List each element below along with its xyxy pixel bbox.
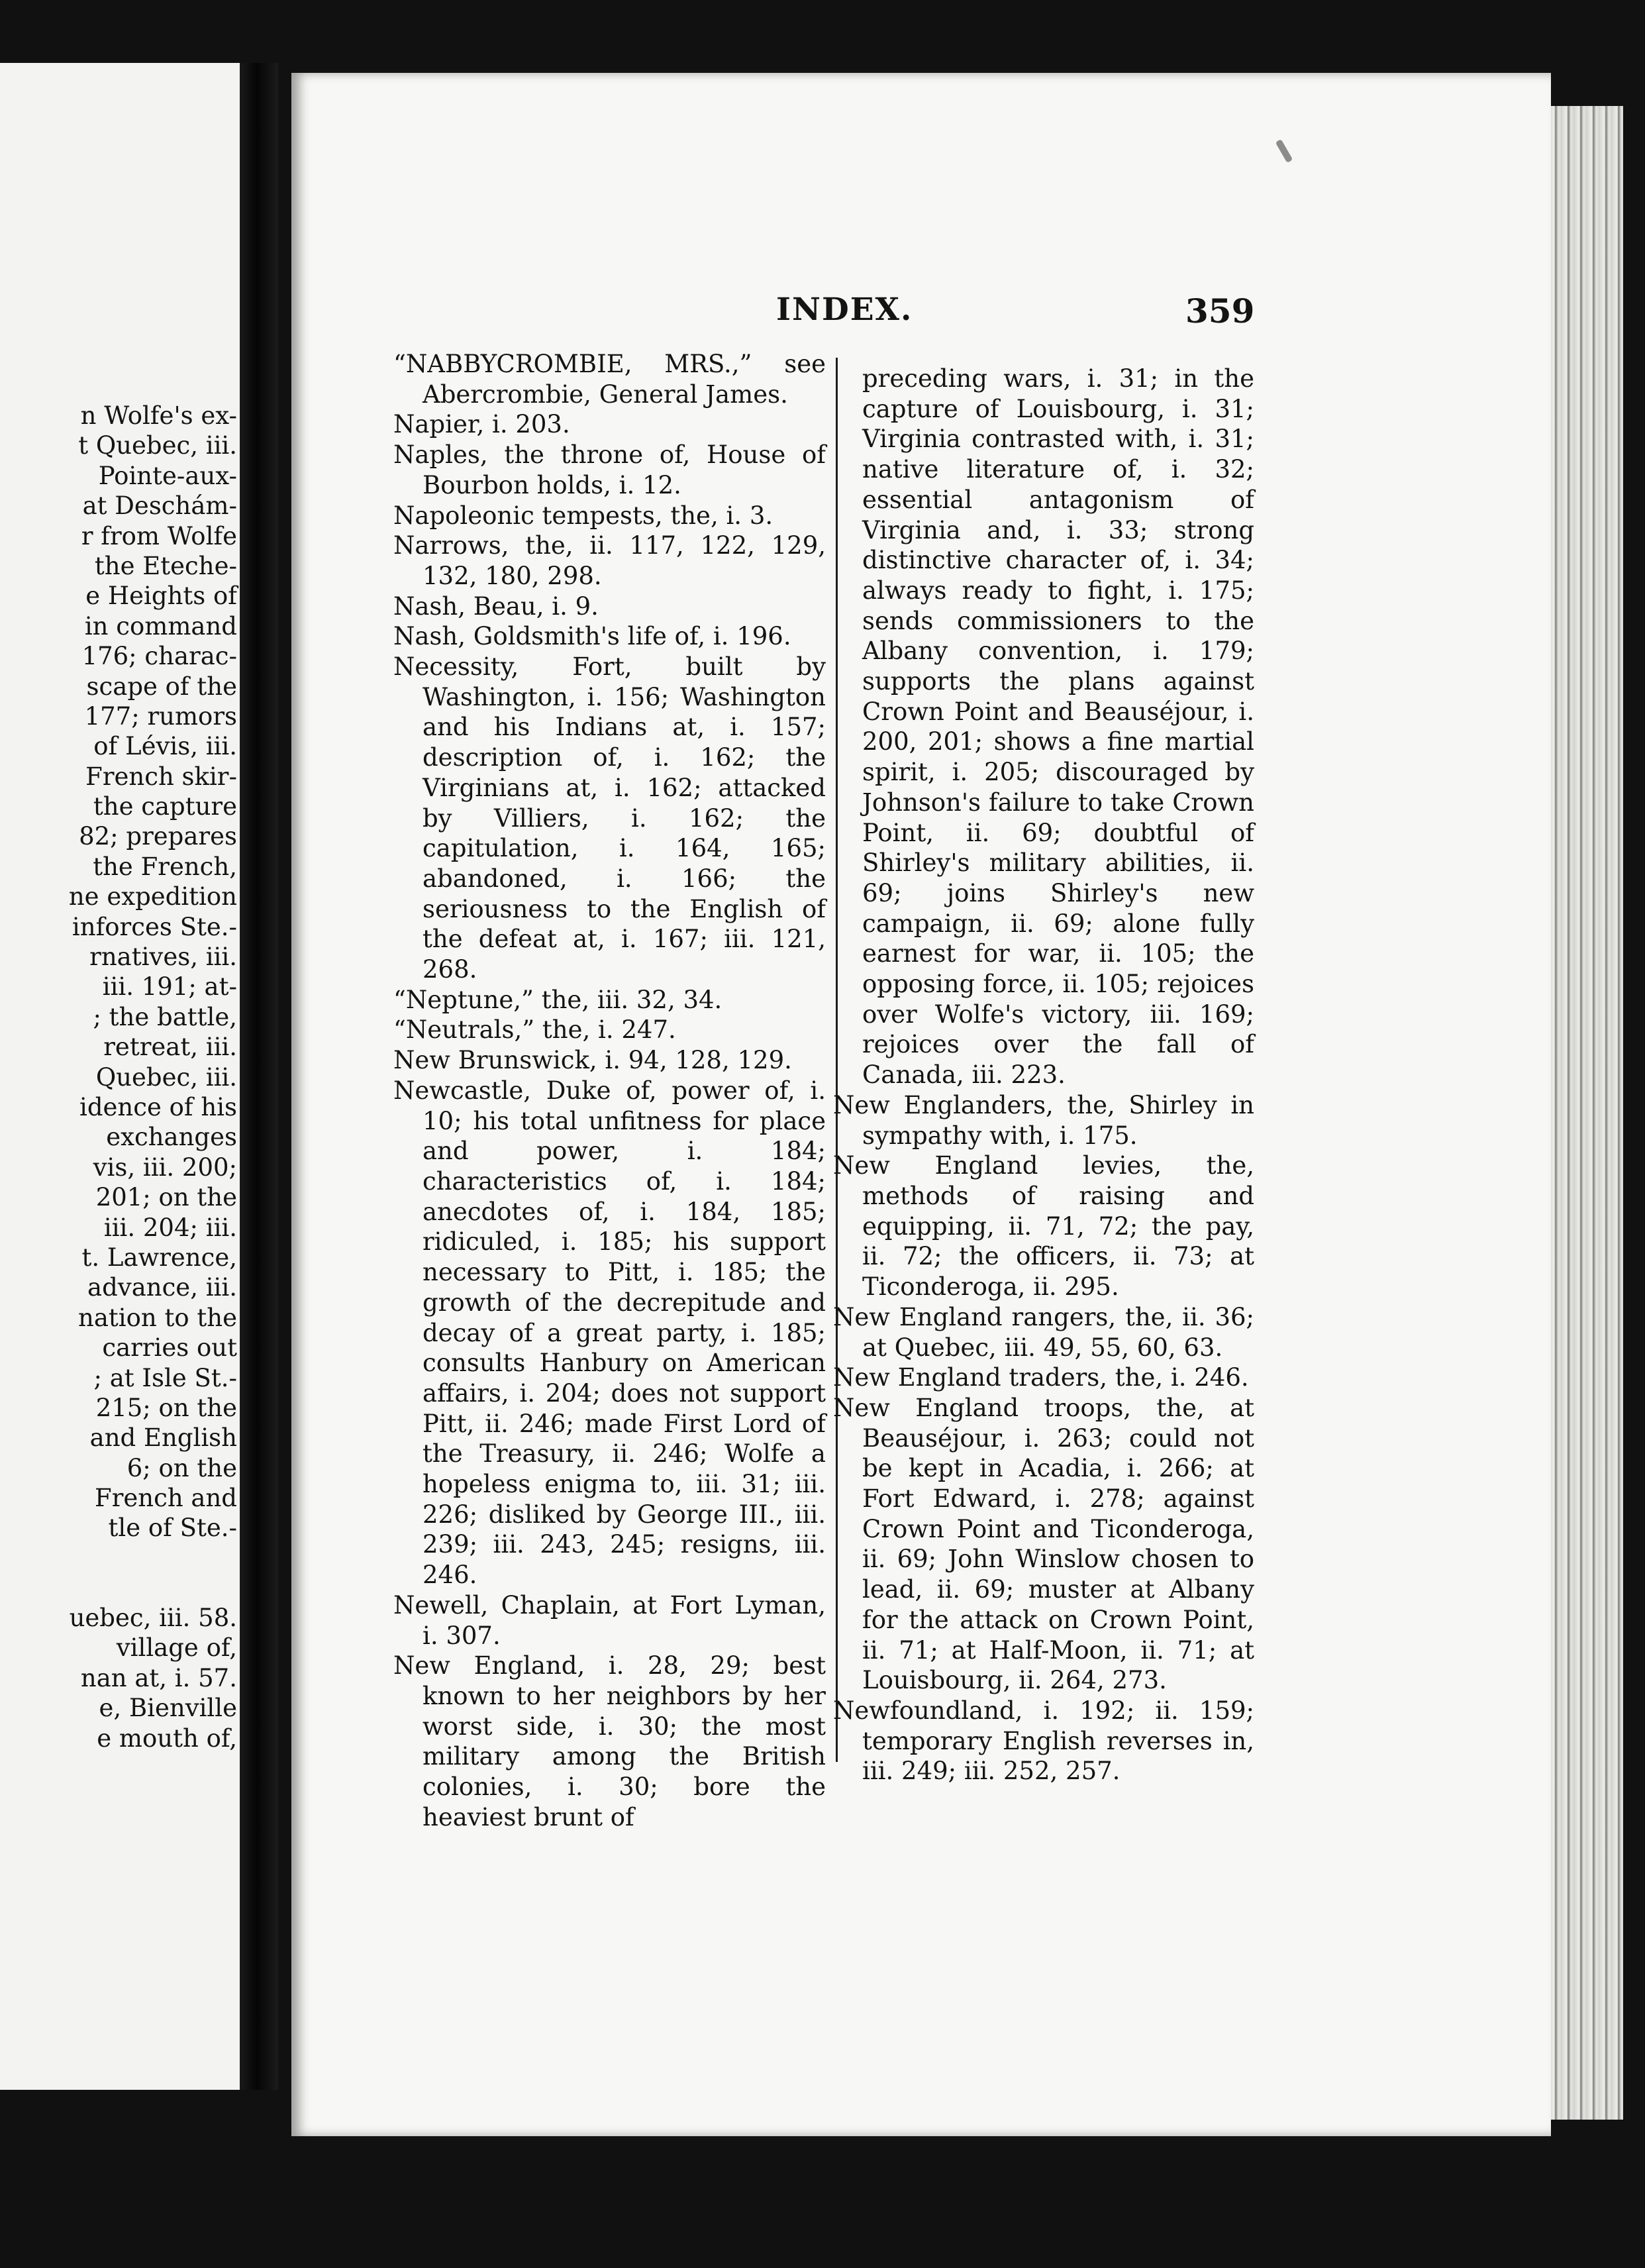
previous-page-text-bottom — [70, 1603, 237, 1753]
previous-page-line: 215; on the — [95, 1393, 237, 1422]
previous-page-line: and English — [89, 1423, 237, 1453]
previous-page-line: iii. 191; at- — [102, 972, 237, 1002]
previous-page-line: e Heights of — [85, 582, 237, 611]
previous-page-line: carries out — [102, 1333, 237, 1363]
previous-page-line: the Eteche- — [94, 551, 237, 580]
book-gutter — [240, 63, 278, 2090]
previous-page-line: t. Lawrence, — [81, 1243, 237, 1272]
index-entry: Necessity, Fort, built by Washington, i. 156; Washington and his Indians at, i. 157; description of, i. 162; the Virginians at, i. 162; attacked by Villiers, i. 162; the capitulation, i. 164, 165; abandoned, i. 166; the seriousness to the English of the defeat at, i. 167; iii. 121, 268. — [393, 652, 826, 984]
previous-page-line: at Deschám- — [82, 491, 237, 521]
previous-page — [0, 63, 240, 2090]
previous-page-line: in command — [84, 611, 237, 641]
index-entry: Nash, Goldsmith's life of, i. 196. — [393, 622, 791, 651]
previous-page-line: 176; charac- — [81, 642, 237, 671]
index-entry: New England rangers, the, ii. 36; at Quebec, iii. 49, 55, 60, 63. — [833, 1302, 1254, 1362]
previous-page-line: 82; prepares — [79, 822, 237, 851]
previous-page-line: e mouth of, — [97, 1724, 237, 1753]
previous-page-line: tle of Ste.- — [108, 1514, 237, 1543]
index-entry: “Neutrals,” the, i. 247. — [393, 1015, 676, 1045]
previous-page-line: of Lévis, iii. — [93, 732, 237, 761]
previous-page-line: Pointe-aux- — [98, 461, 237, 490]
index-column-left — [393, 349, 826, 1832]
previous-page-line: French skir- — [85, 762, 237, 791]
previous-page-line: rnatives, iii. — [89, 943, 237, 972]
page-number: 359 — [1185, 291, 1255, 331]
previous-page-line: e, Bienville — [99, 1694, 237, 1723]
previous-page-line: 6; on the — [126, 1453, 237, 1482]
index-entry: New England traders, the, i. 246. — [833, 1363, 1249, 1392]
index-entry: New Englanders, the, Shirley in sympathy with, i. 175. — [833, 1090, 1254, 1150]
index-entry: Narrows, the, ii. 117, 122, 129, 132, 180, 298. — [393, 531, 826, 590]
index-entry: Newfoundland, i. 192; ii. 159; temporary English reverses in, iii. 249; iii. 252, 257. — [833, 1696, 1254, 1786]
index-entry: “NABBYCROMBIE, MRS.,” see Abercrombie, General James. — [393, 350, 826, 409]
previous-page-line: idence of his — [79, 1092, 237, 1121]
previous-page-line: French and — [95, 1484, 237, 1513]
index-entry: Newcastle, Duke of, power of, i. 10; his total unfitness for place and power, i. 184; characteristics of, i. 184; anecdotes of, i. 184, 185; ridiculed, i. 185; his support necessary to Pitt, i. 185; the growth of the decrepitude and decay of a great party, i. 185; consults Hanbury on American affairs, i. 204; does not support Pitt, ii. 246; made First Lord of the Treasury, ii. 246; Wolfe a hopeless enigma to, iii. 31; iii. 226; disliked by George III., iii. 239; iii. 243, 245; resigns, iii. 246. — [393, 1076, 826, 1590]
previous-page-line: nation to the — [78, 1303, 237, 1332]
previous-page-line: nan at, i. 57. — [80, 1663, 237, 1692]
index-entry: Nash, Beau, i. 9. — [393, 592, 599, 621]
previous-page-line: 201; on the — [95, 1183, 237, 1212]
index-column-right — [833, 364, 1254, 1786]
index-entry: New England levies, the, methods of raising and equipping, ii. 71, 72; the pay, ii. 72; the officers, ii. 73; at Ticonderoga, ii. 295. — [833, 1151, 1254, 1302]
index-entry: Newell, Chaplain, at Fort Lyman, i. 307. — [393, 1590, 826, 1650]
previous-page-line: t Quebec, iii. — [78, 431, 237, 460]
previous-page-line: retreat, iii. — [103, 1033, 237, 1062]
previous-page-line: ne expedition — [68, 882, 237, 911]
running-head: INDEX. — [776, 291, 913, 328]
index-entry-continuation: preceding wars, i. 31; in the capture of Louisbourg, i. 31; Virginia contrasted with, i. 31; native literature of, i. 32; essential antagonism of Virginia and, i. 33; strong distinctive character of, i. 34; always ready to fight, i. 175; sends commissioners to the Albany convention, i. 179; supports the plans against Crown Point and Beauséjour, i. 200, 201; shows a fine martial spirit, i. 205; discouraged by Johnson's failure to take Crown Point, ii. 69; doubtful of Shirley's military abilities, ii. 69; joins Shirley's new campaign, ii. 69; alone fully earnest for war, ii. 105; the opposing force, ii. 105; rejoices over Wolfe's victory, iii. 169; rejoices over the fall of Canada, iii. 223. — [862, 364, 1254, 1090]
previous-page-line: scape of the — [86, 672, 237, 701]
index-entry: New England troops, the, at Beauséjour, i. 263; could not be kept in Acadia, i. 266; at Fort Edward, i. 278; against Crown Point and Ticonderoga, ii. 69; John Winslow chosen to lead, ii. 69; muster at Albany for the attack on Crown Point, ii. 71; at Half-Moon, ii. 71; at Louisbourg, ii. 264, 273. — [833, 1393, 1254, 1695]
previous-page-line: ; at Isle St.- — [93, 1363, 237, 1392]
previous-page-line: n Wolfe's ex- — [80, 401, 237, 430]
index-entry: Napier, i. 203. — [393, 410, 570, 439]
previous-page-line: exchanges — [106, 1123, 237, 1152]
index-entry: New Brunswick, i. 94, 128, 129. — [393, 1046, 792, 1075]
previous-page-line: inforces Ste.- — [72, 912, 237, 941]
index-entry: “Neptune,” the, iii. 32, 34. — [393, 985, 723, 1014]
previous-page-line: uebec, iii. 58. — [69, 1604, 237, 1632]
index-entry: New England, i. 28, 29; best known to her neighbors by her worst side, i. 30; the most military among the British colonies, i. 30; bore the heaviest brunt of — [393, 1651, 826, 1831]
previous-page-line: village of, — [116, 1633, 237, 1663]
previous-page-text-top — [69, 401, 237, 1543]
index-entry: Napoleonic tempests, the, i. 3. — [393, 501, 773, 530]
previous-page-line: iii. 204; iii. — [103, 1213, 237, 1242]
previous-page-line: Quebec, iii. — [95, 1062, 237, 1092]
previous-page-line: 177; rumors — [84, 701, 237, 731]
index-entry: Naples, the throne of, House of Bourbon holds, i. 12. — [393, 440, 826, 499]
previous-page-line: advance, iii. — [87, 1273, 237, 1302]
previous-page-line: the capture — [93, 792, 237, 821]
previous-page-line: the French, — [93, 852, 237, 881]
previous-page-line: r from Wolfe — [81, 521, 237, 550]
previous-page-line: ; the battle, — [93, 1002, 237, 1031]
previous-page-line: vis, iii. 200; — [93, 1153, 237, 1182]
